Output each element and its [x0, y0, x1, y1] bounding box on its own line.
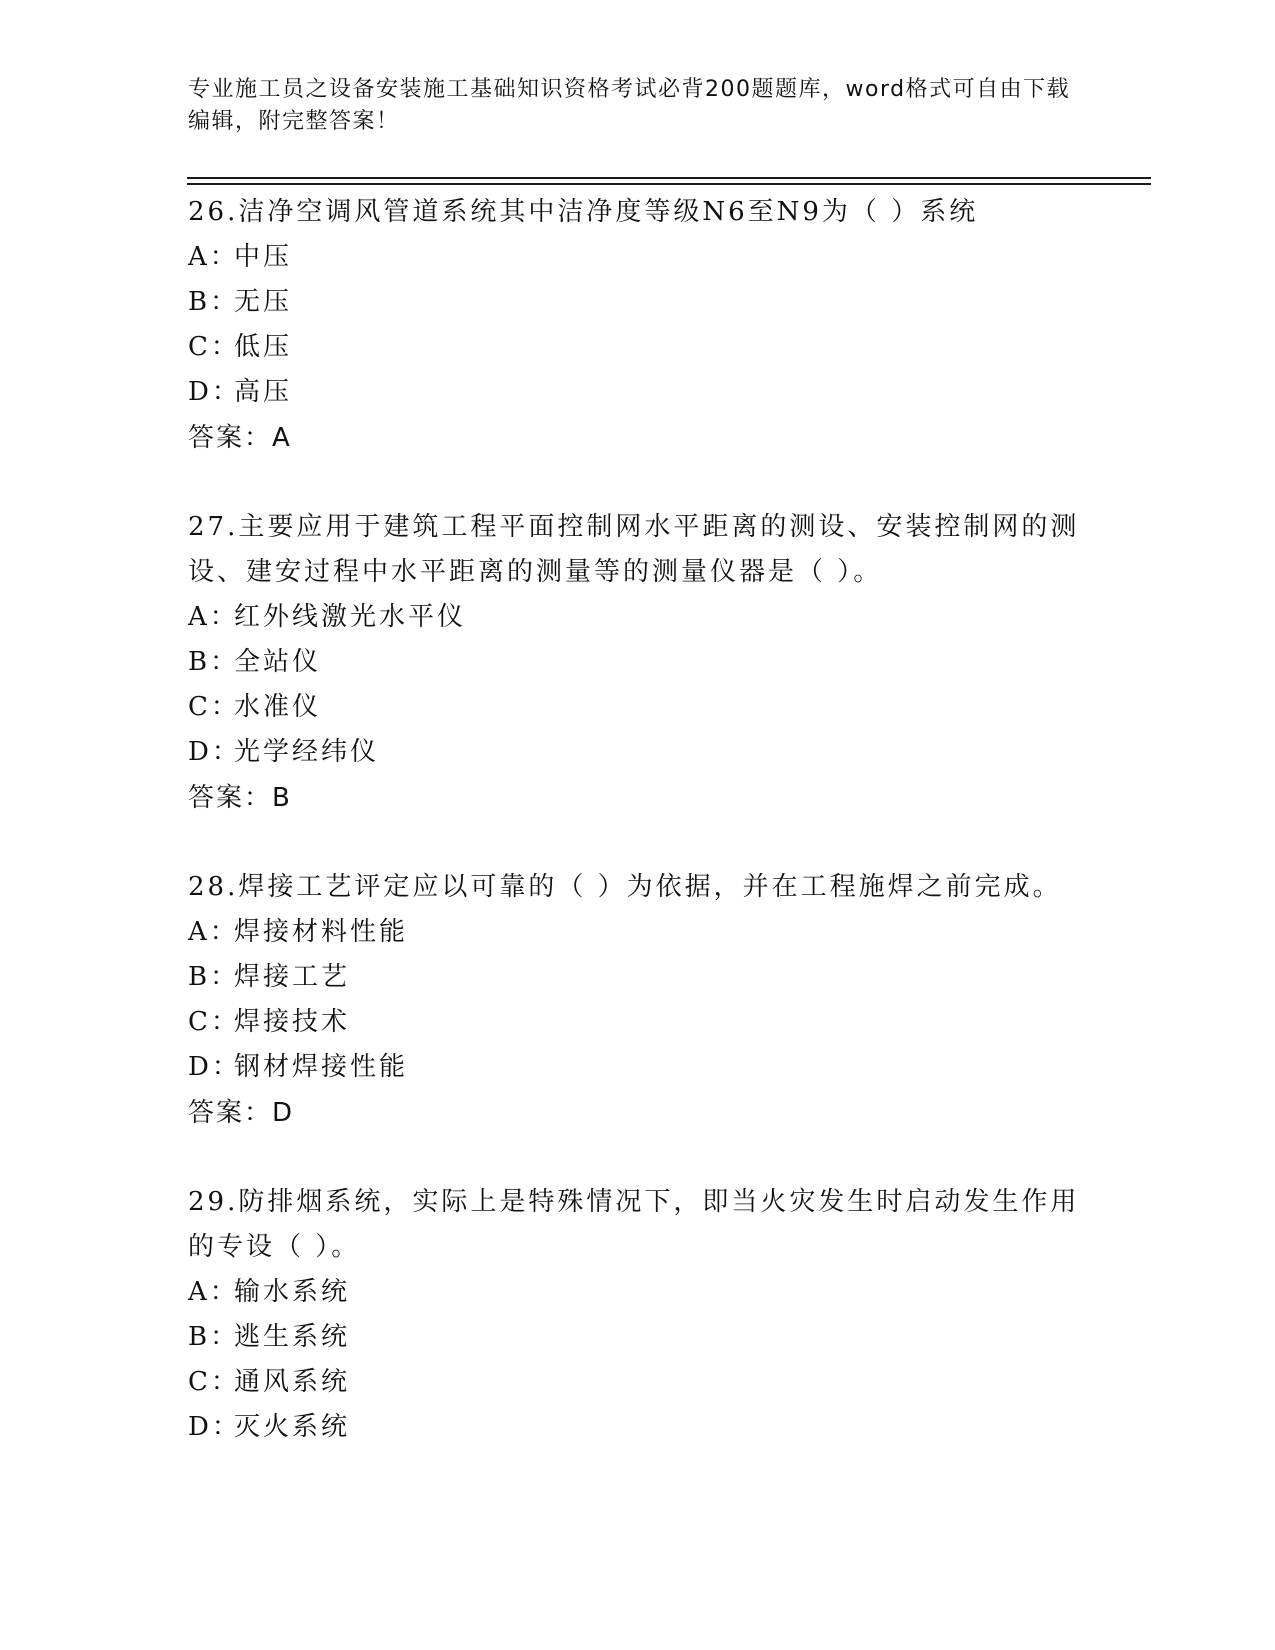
- option-c: [188, 1000, 1088, 1045]
- question-text: 29.防排烟系统，实际上是特殊情况下，即当火灾发生时启动发生作用的专设（ ）。: [188, 1187, 1080, 1262]
- option-b: [188, 280, 1088, 325]
- option-a: [188, 235, 1088, 280]
- option-text: 低压: [234, 332, 293, 362]
- option-text: 钢材焊接性能: [234, 1052, 409, 1082]
- option-key: A：: [188, 242, 239, 272]
- option-key: D：: [188, 1052, 241, 1082]
- option-text: 无压: [234, 287, 293, 317]
- question-text: 28.焊接工艺评定应以可靠的（ ）为依据，并在工程施焊之前完成。: [188, 872, 1062, 902]
- option-text: 灭火系统: [234, 1412, 351, 1442]
- option-a: [188, 910, 1088, 955]
- answer-label: 答案：D: [188, 1098, 295, 1128]
- option-b: [188, 640, 1088, 685]
- option-c: [188, 1360, 1088, 1405]
- option-text: 全站仪: [234, 647, 322, 677]
- option-key: B：: [188, 962, 240, 992]
- page-header: 专业施工员之设备安装施工基础知识资格考试必背200题题库，word格式可自由下载编辑，附完整答案！: [188, 77, 1071, 134]
- option-key: B：: [188, 647, 240, 677]
- option-text: 焊接技术: [234, 1007, 351, 1037]
- question-text: 26.洁净空调风管道系统其中洁净度等级N6至N9为（ ）系统: [188, 197, 979, 227]
- option-key: C：: [188, 692, 240, 722]
- option-text: 中压: [234, 242, 293, 272]
- option-key: D：: [188, 1412, 241, 1442]
- option-text: 逃生系统: [234, 1322, 351, 1352]
- header-divider-bottom: [187, 183, 1151, 185]
- option-b: [188, 955, 1088, 1000]
- option-text: 焊接材料性能: [234, 917, 409, 947]
- option-d: [188, 1045, 1088, 1090]
- header-divider-top: [187, 177, 1151, 179]
- question-list: [188, 190, 1088, 1450]
- question-26: [188, 190, 1088, 461]
- option-key: C：: [188, 332, 240, 362]
- option-key: D：: [188, 377, 241, 407]
- option-a: [188, 595, 1088, 640]
- option-key: D：: [188, 737, 241, 767]
- option-key: A：: [188, 1277, 239, 1307]
- option-c: [188, 325, 1088, 370]
- question-27: [188, 505, 1088, 821]
- option-key: A：: [188, 917, 239, 947]
- answer-label: 答案：B: [188, 783, 292, 813]
- option-key: C：: [188, 1007, 240, 1037]
- answer-label: 答案：A: [188, 423, 292, 453]
- option-text: 光学经纬仪: [234, 737, 380, 767]
- option-key: B：: [188, 1322, 240, 1352]
- option-text: 水准仪: [234, 692, 322, 722]
- question-text: 27.主要应用于建筑工程平面控制网水平距离的测设、安装控制网的测设、建安过程中水平距离的测量等的测量仪器是（ ）。: [188, 512, 1080, 587]
- option-d: [188, 370, 1088, 415]
- option-c: [188, 685, 1088, 730]
- option-text: 输水系统: [234, 1277, 351, 1307]
- option-key: B：: [188, 287, 240, 317]
- option-text: 焊接工艺: [234, 962, 351, 992]
- option-text: 通风系统: [234, 1367, 351, 1397]
- option-d: [188, 1405, 1088, 1450]
- question-29: [188, 1180, 1088, 1450]
- option-d: [188, 730, 1088, 775]
- option-key: A：: [188, 602, 239, 632]
- option-text: 高压: [234, 377, 293, 407]
- question-28: [188, 865, 1088, 1136]
- option-key: C：: [188, 1367, 240, 1397]
- option-b: [188, 1315, 1088, 1360]
- option-text: 红外线激光水平仪: [234, 602, 467, 632]
- option-a: [188, 1270, 1088, 1315]
